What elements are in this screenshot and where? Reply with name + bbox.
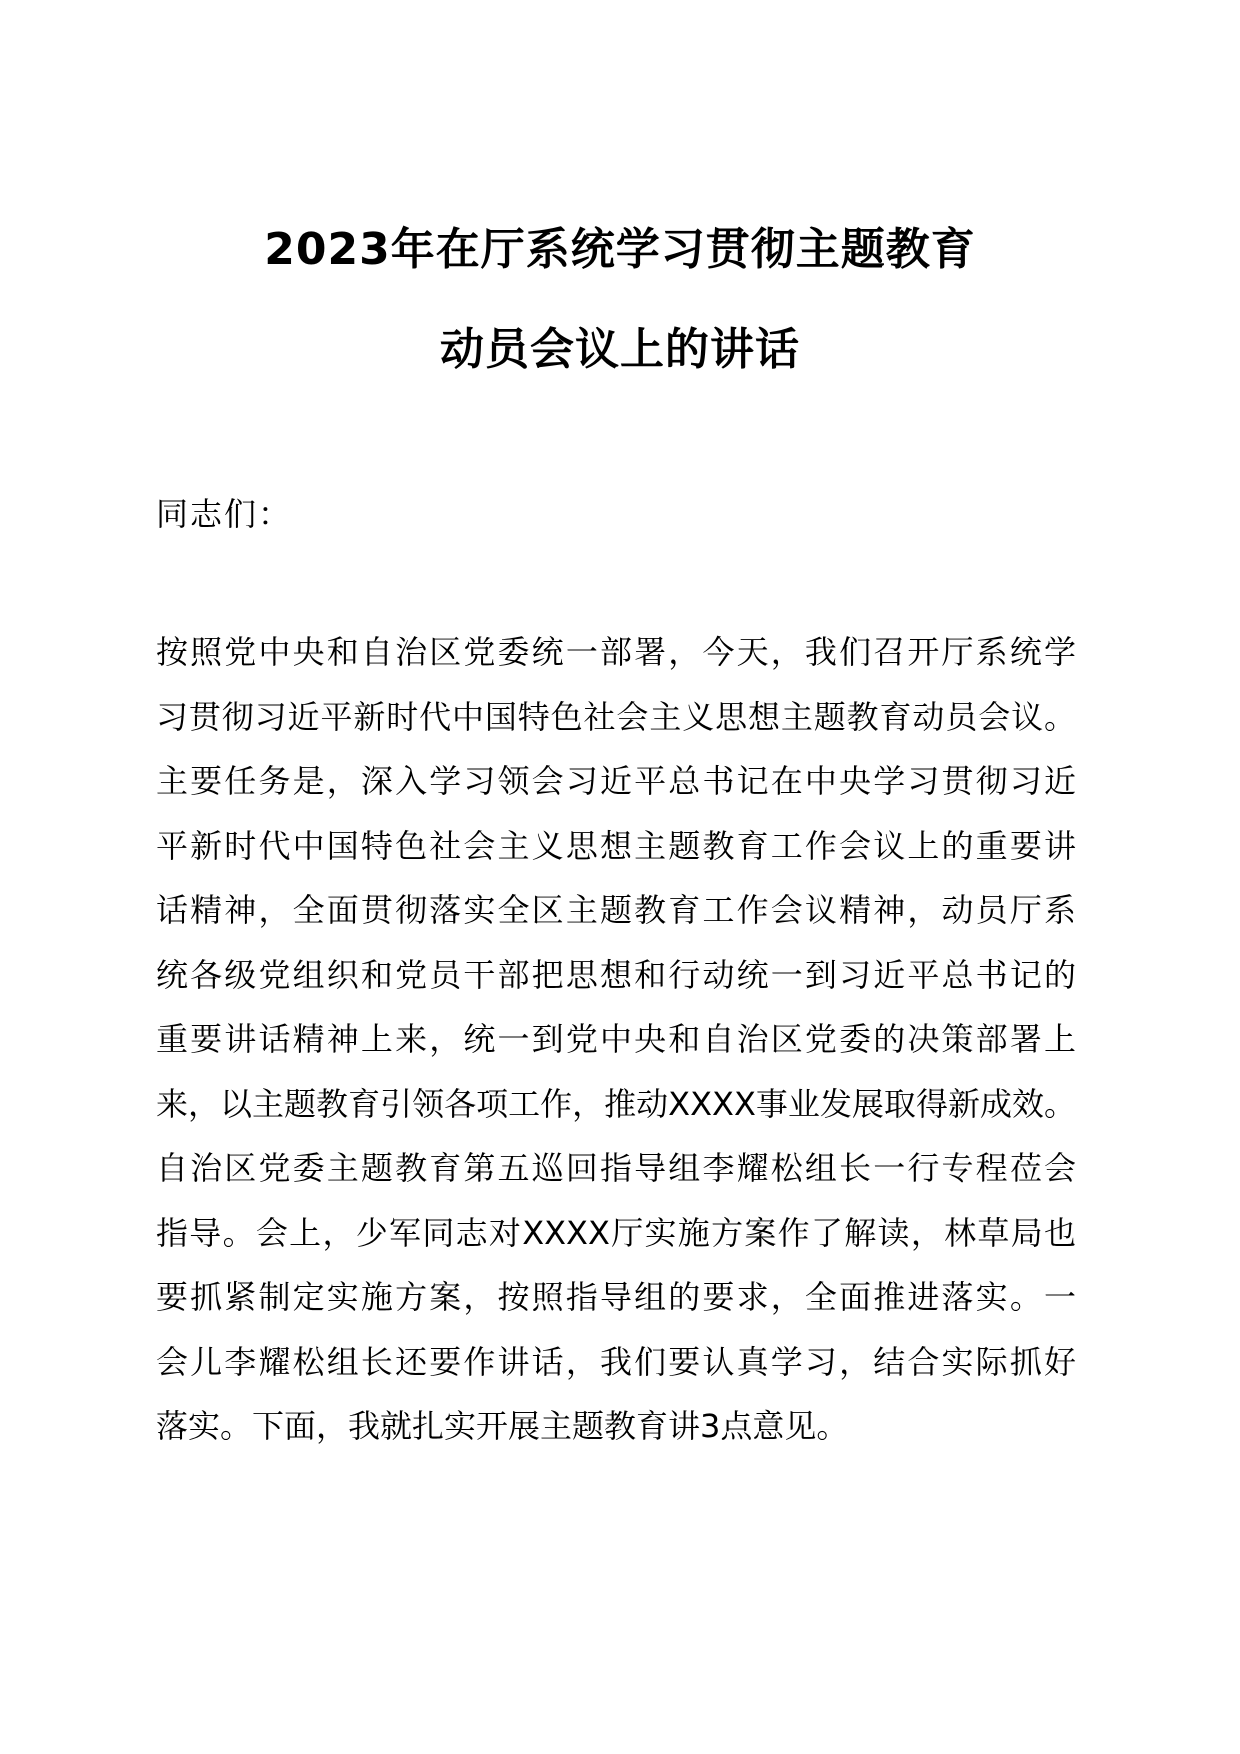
document-title-line-1: 2023年在厅系统学习贯彻主题教育 <box>264 224 976 275</box>
salutation: 同志们： <box>156 495 293 533</box>
body-paragraph <box>156 620 1076 1459</box>
paragraph-line: 按照党中央和自治区党委统一部署，今天，我们召开厅系统学 <box>156 633 1076 671</box>
document-title-line-2: 动员会议上的讲话 <box>440 324 800 375</box>
paragraph-line: 平新时代中国特色社会主义思想主题教育工作会议上的重要讲 <box>156 826 1076 865</box>
paragraph-line: 统各级党组织和党员干部把思想和行动统一到习近平总书记的 <box>156 955 1076 994</box>
paragraph-line: 要抓紧制定实施方案，按照指导组的要求，全面推进落实。一 <box>156 1278 1076 1316</box>
paragraph-line: 指导。会上，少军同志对XXXX厅实施方案作了解读，林草局也 <box>156 1213 1076 1252</box>
paragraph-line: 话精神，全面贯彻落实全区主题教育工作会议精神，动员厅系 <box>156 891 1076 929</box>
paragraph-line: 主要任务是，深入学习领会习近平总书记在中央学习贯彻习近 <box>156 762 1076 800</box>
paragraph-line: 重要讲话精神上来，统一到党中央和自治区党委的决策部署上 <box>156 1020 1076 1058</box>
paragraph-line: 落实。下面，我就扎实开展主题教育讲3点意见。 <box>156 1407 849 1445</box>
paragraph-line: 来，以主题教育引领各项工作，推动XXXX事业发展取得新成效。 <box>156 1084 1076 1123</box>
paragraph-line: 自治区党委主题教育第五巡回指导组李耀松组长一行专程莅会 <box>156 1149 1076 1187</box>
paragraph-line: 会儿李耀松组长还要作讲话，我们要认真学习，结合实际抓好 <box>156 1342 1076 1381</box>
paragraph-line: 习贯彻习近平新时代中国特色社会主义思想主题教育动员会议。 <box>156 697 1076 736</box>
